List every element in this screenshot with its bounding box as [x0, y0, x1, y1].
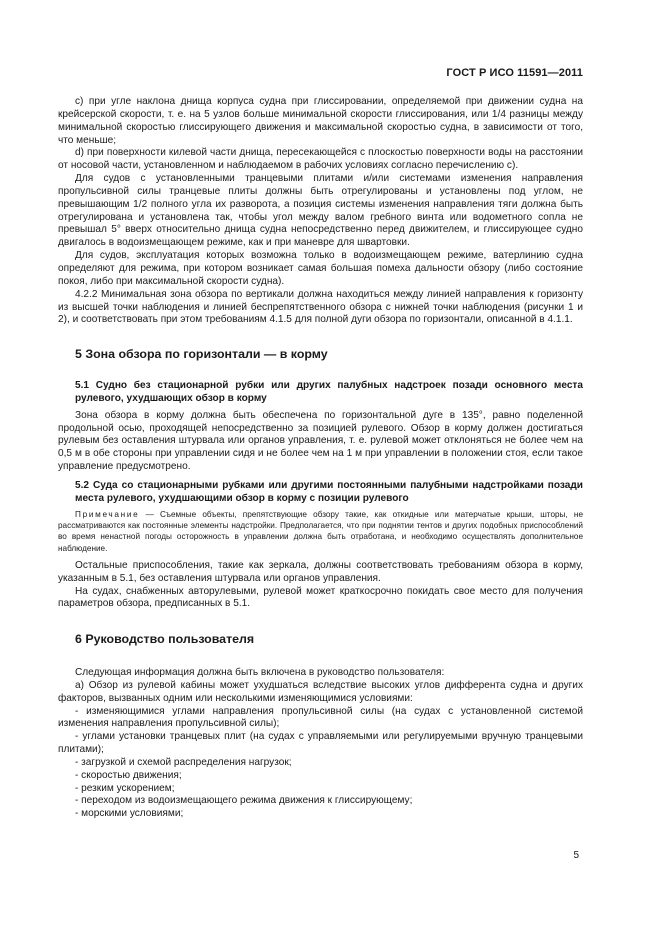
list-item: - скоростью движения; — [75, 769, 182, 781]
list-item: - резким ускорением; — [75, 782, 175, 794]
paragraph: Для судов, эксплуатация которых возможна только в водоизмещающем режиме, ватерлинию судна определяют для режима, при котором возникает самая большая помеха дальности обзору (либо состояние покоя, либо при максимальной скорости судна). — [58, 250, 583, 287]
list-item: - загрузкой и схемой распределения нагрузок; — [75, 756, 292, 768]
list-item: - изменяющимися углами направления пропульсивной силы (на судах с установленной системой изменения направления пропульсивной силы); — [58, 705, 583, 730]
note-label: Примечание — [75, 509, 140, 519]
list-item: - переходом из водоизмещающего режима движения к глиссирующему; — [75, 795, 413, 807]
paragraph: c) при угле наклона днища корпуса судна при глиссировании, определяемой при движении судна на крейсерской скорости, т. е. на 5 узлов больше минимальной скорости глиссирования, или 1/4 разницы между минимальной скоростью глиссирующего движения и максимальной скоростью судна, в зависимости от того, что меньше; — [58, 96, 583, 146]
subsection-5-1-heading: 5.1 Судно без стационарной рубки или других палубных надстроек позади основного места рулевого, ухудшающих обзор в корму — [75, 380, 583, 404]
section-6-heading: 6 Руководство пользователя — [75, 632, 255, 647]
paragraph: а) Обзор из рулевой кабины может ухудшаться вследствие высоких углов дифферента судна и других факторов, вызванных одним или несколькими изменяющимися условиями: — [58, 679, 583, 704]
document-header: ГОСТ Р ИСО 11591—2011 — [446, 67, 583, 79]
list-item: - углами установки транцевых плит (на судах с управляемыми или регулируемыми вручную транцевыми плитами); — [58, 731, 583, 756]
section-5-heading: 5 Зона обзора по горизонтали — в корму — [75, 347, 328, 362]
subsection-5-2-heading: 5.2 Суда со стационарными рубками или другими постоянными палубными надстройками позади места рулевого, ухудшающими обзор в корму с позиции рулевого — [75, 479, 583, 504]
paragraph: Остальные приспособления, такие как зеркала, должны соответствовать требованиям обзора в корму, указанным в 5.1, без оставления штурвала или органов управления. — [58, 559, 583, 584]
list-item: - морскими условиями; — [75, 808, 184, 820]
paragraph: Следующая информация должна быть включена в руководство пользователя: — [75, 667, 445, 679]
paragraph: Зона обзора в корму должна быть обеспечена по горизонтальной дуге в 135°, равно поделенной продольной осью, проходящей непосредственно за позицией рулевого. Обзор в корму должен достигаться рулевым без оставления штурвала или органов управления, т. е. рулевой может отклоняться не более чем на 0,5 м в обе стороны при управлении сидя и не более чем на 1 м при управлении в положении стоя, если такое управление предусмотрено. — [58, 409, 583, 473]
paragraph: Для судов с установленными транцевыми плитами и/или системами изменения направления пропульсивной силы транцевые плиты должны быть отрегулированы и установлены под углом, не превышающим 1/2 полного угла их разворота, а позиция системы изменения направления тяги должна быть отрегулирована и установлена так, чтобы угол между валом гребного винта или водометного сопла не превышал 5° вверх относительно днища судна непосредственно перед движителем, и глиссирующее судно двигалось в водоизмещающем режиме, как и при маневре для швартовки. — [58, 173, 583, 249]
note-text: — Съемные объекты, препятствующие обзору такие, как откидные или матерчатые крыши, шторы, не рассматриваются как постоянные элементы надстройки. Предполагается, что при поднятии тентов и других подобных приспособлений во время ненастной погоды осторожность в управлении должна быть отработана, и необходимо осуществлять дополнительное наблюдение. — [58, 509, 583, 553]
paragraph: На судах, снабженных авторулевыми, рулевой может краткосрочно покидать свое место для получения параметров обзора, предписанных в 5.1. — [58, 585, 583, 610]
page-body — [58, 96, 583, 821]
page-number: 5 — [573, 850, 579, 861]
paragraph: d) при поверхности килевой части днища, пересекающейся с плоскостью поверхности воды на расстоянии от носовой части, установленном и наблюдаемом в рабочих условиях согласно перечислению с). — [58, 147, 583, 172]
paragraph: 4.2.2 Минимальная зона обзора по вертикали должна находиться между линией направления к горизонту из высшей точки наблюдения и линией беспрепятственного обзора с нижней точки наблюдения (рисунки 1 и 2), и соответствовать при этом требованиям 4.1.5 для полной дуги обзора по горизонтали, описанной в 4.1.1. — [58, 288, 583, 326]
note-block — [58, 509, 583, 554]
